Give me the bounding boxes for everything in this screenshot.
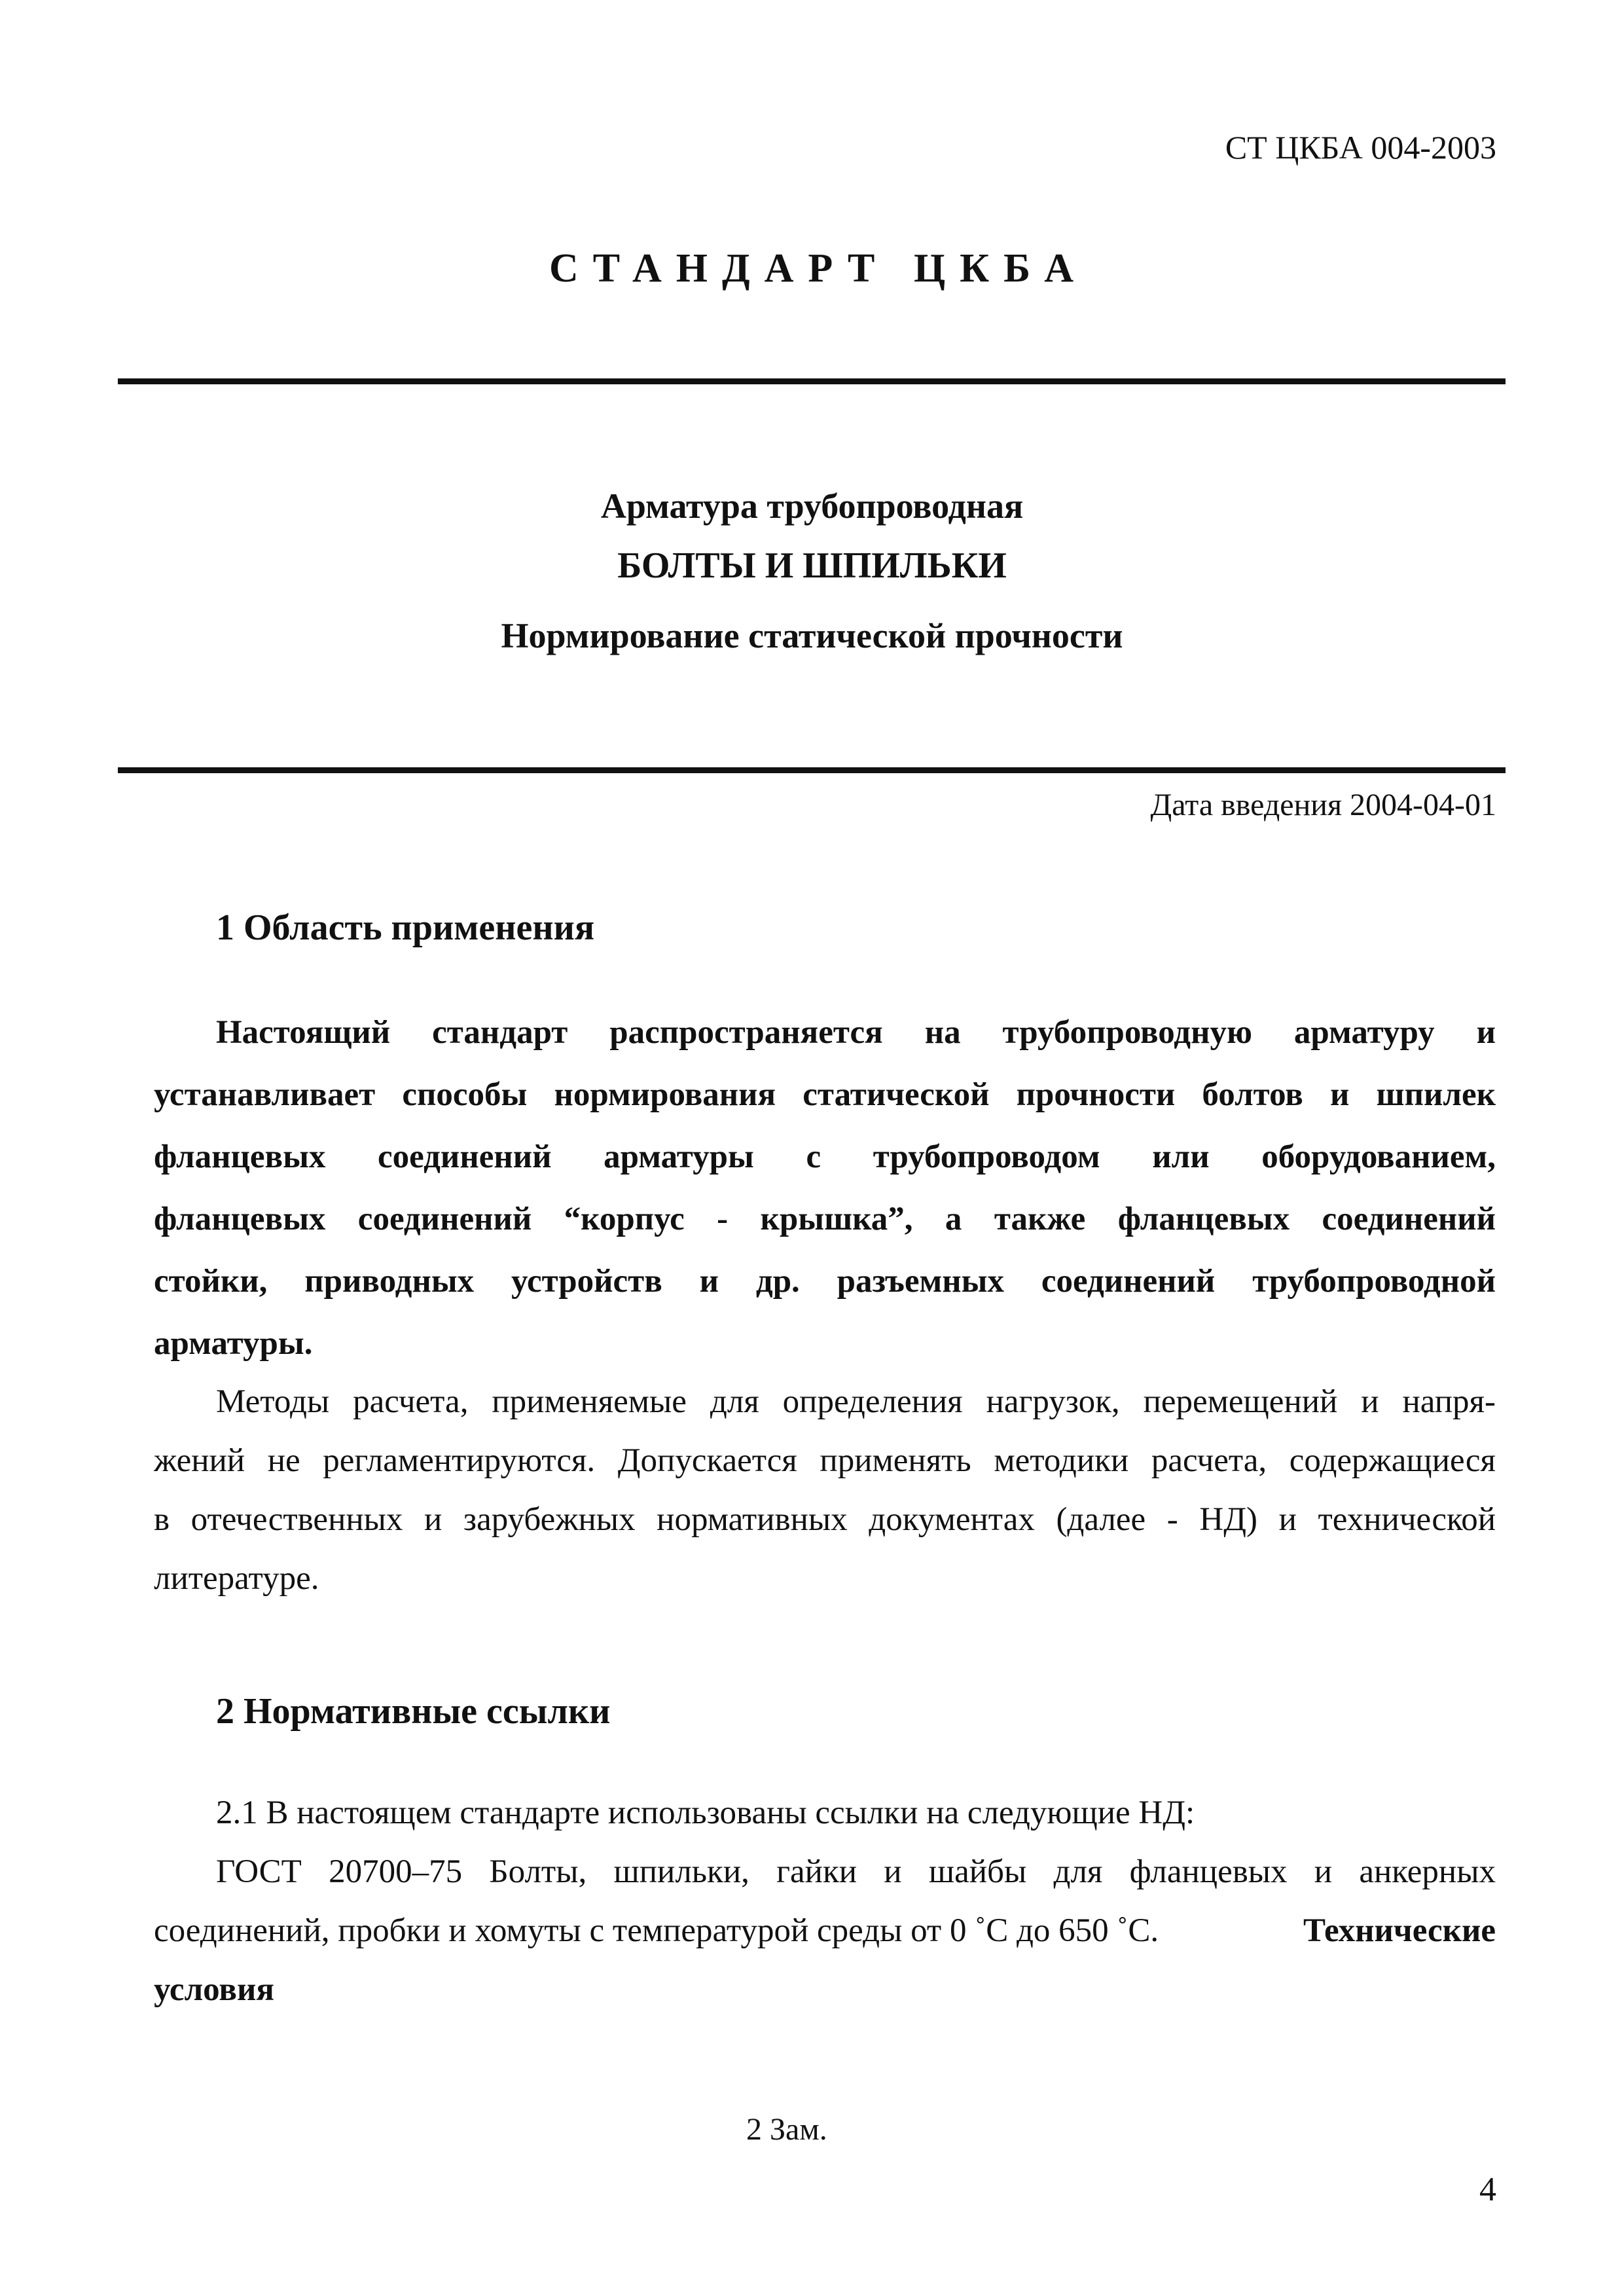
section-1-para-1-line: фланцевых соединений “корпус - крышка”, а также фланцевых соединений [154, 1201, 1496, 1237]
bottom-divider [118, 767, 1506, 773]
section-1-para-1-line: устанавливает способы нормирования статической прочности болтов и шпилек [154, 1076, 1496, 1113]
section-1-para-1-line: фланцевых соединений арматуры с трубопроводом или оборудованием, [154, 1139, 1496, 1175]
intro-date: Дата введения 2004-04-01 [1150, 788, 1496, 822]
section-1-para-1-line: арматуры. [154, 1325, 313, 1362]
section-1-para-2-line: Методы расчета, применяемые для определения нагрузок, перемещений и напря- [216, 1383, 1496, 1420]
section-1-para-2-line: жений не регламентируются. Допускается применять методики расчета, содержащиеся [154, 1442, 1496, 1479]
section-1-heading: 1 Область применения [216, 907, 595, 948]
top-divider [118, 378, 1506, 384]
section-2-heading: 2 Нормативные ссылки [216, 1691, 611, 1732]
gost-reference-line-2-bold: Технические [1303, 1912, 1496, 1949]
gost-reference-line-1: ГОСТ 20700–75 Болты, шпильки, гайки и шайбы для фланцевых и анкерных [216, 1853, 1496, 1890]
title-line-2: БОЛТЫ И ШПИЛЬКИ [617, 545, 1007, 586]
gost-reference-line-3: условия [154, 1971, 274, 2008]
section-1-para-2-line: в отечественных и зарубежных нормативных документах (далее - НД) и технической [154, 1501, 1496, 1538]
clause-2-1: 2.1 В настоящем стандарте использованы ссылки на следующие НД: [216, 1795, 1195, 1831]
document-code: СТ ЦКБА 004-2003 [1225, 129, 1496, 166]
changes-note: 2 Зам. [746, 2112, 827, 2147]
section-1-para-2-line: литературе. [154, 1560, 319, 1597]
standard-title: СТАНДАРТ ЦКБА [549, 246, 1089, 291]
gost-reference-line-2 [154, 1912, 1496, 1950]
title-line-3: Нормирование статической прочности [501, 616, 1123, 655]
gost-reference-line-2-text: соединений, пробки и хомуты с температурой среды от 0 ˚С до 650 ˚С. [154, 1912, 1159, 1949]
section-1-para-1-line: Настоящий стандарт распространяется на трубопроводную арматуру и [216, 1014, 1496, 1051]
section-1-para-1-line: стойки, приводных устройств и др. разъемных соединений трубопроводной [154, 1263, 1496, 1300]
title-line-1: Арматура трубопроводная [600, 486, 1024, 526]
page-number: 4 [1479, 2171, 1496, 2208]
